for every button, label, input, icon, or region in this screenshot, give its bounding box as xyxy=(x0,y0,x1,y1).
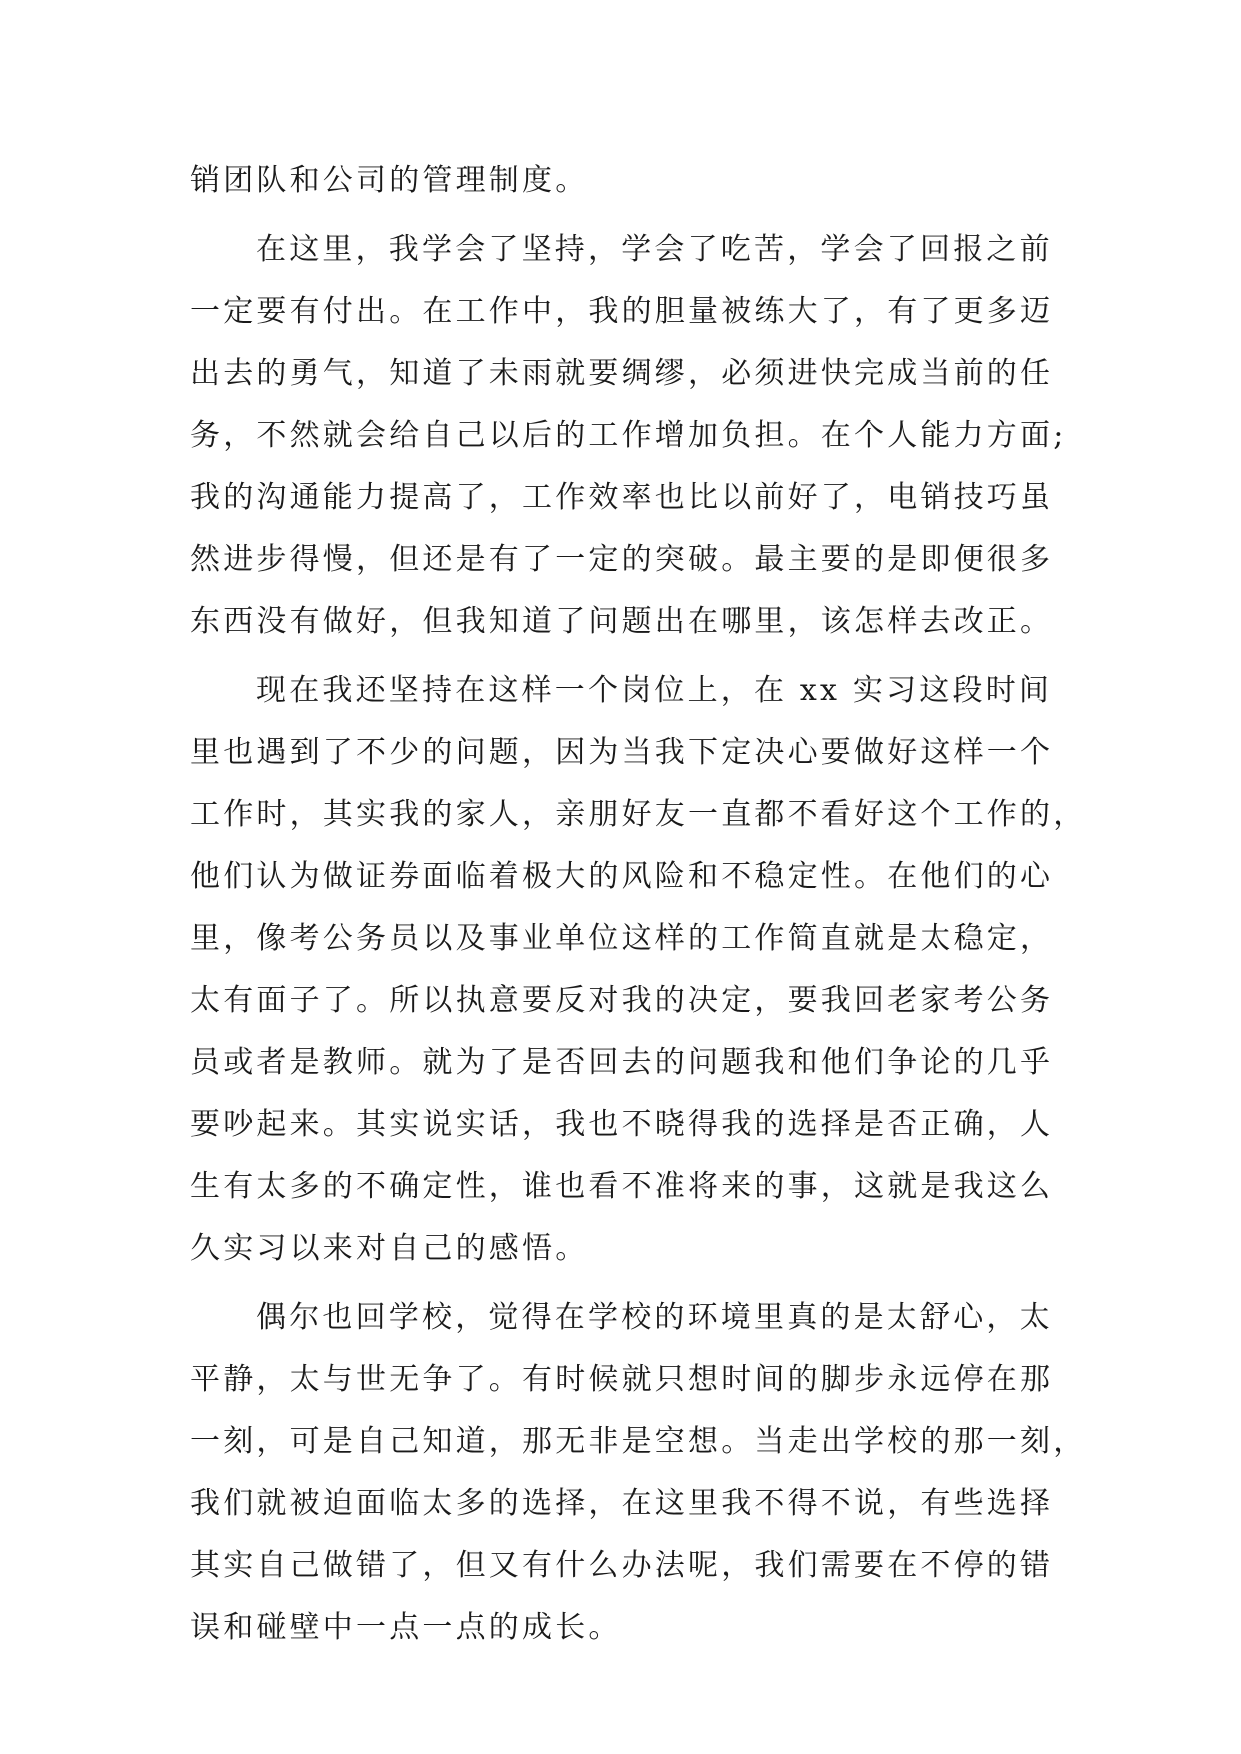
text-line: 偶尔也回学校，觉得在学校的环境里真的是太舒心，太 xyxy=(256,1300,1053,1335)
text-line: 工作时，其实我的家人，亲朋好友一直都不看好这个工作的， xyxy=(190,797,1087,832)
text-line: 销团队和公司的管理制度。 xyxy=(190,163,589,198)
text-line: 务，不然就会给自己以后的工作增加负担。在个人能力方面; xyxy=(190,418,1067,453)
text-line: 要吵起来。其实说实话，我也不晓得我的选择是否正确，人 xyxy=(190,1107,1054,1142)
text-line: 其实自己做错了，但又有什么办法呢，我们需要在不停的错 xyxy=(190,1548,1054,1583)
text-line: 出去的勇气，知道了未雨就要绸缪，必须进快完成当前的任 xyxy=(190,356,1054,391)
paragraph-2 xyxy=(190,219,1067,653)
text-line: 员或者是教师。就为了是否回去的问题我和他们争论的几乎 xyxy=(190,1045,1054,1080)
text-line: 一定要有付出。在工作中，我的胆量被练大了，有了更多迈 xyxy=(190,294,1054,329)
paragraph-1 xyxy=(190,150,1050,212)
text-line: 平静，太与世无争了。有时候就只想时间的脚步永远停在那 xyxy=(190,1362,1054,1397)
text-line: 然进步得慢，但还是有了一定的突破。最主要的是即便很多 xyxy=(190,542,1054,577)
text-line: 现在我还坚持在这样一个岗位上，在 xx 实习这段时间 xyxy=(256,673,1053,708)
text-line: 我的沟通能力提高了，工作效率也比以前好了，电销技巧虽 xyxy=(190,480,1054,515)
text-line: 在这里，我学会了坚持，学会了吃苦，学会了回报之前 xyxy=(256,232,1053,267)
text-line: 我们就被迫面临太多的选择，在这里我不得不说，有些选择 xyxy=(190,1486,1054,1521)
paragraph-4 xyxy=(190,1287,1087,1659)
text-line: 东西没有做好，但我知道了问题出在哪里，该怎样去改正。 xyxy=(190,604,1054,639)
text-line: 一刻，可是自己知道，那无非是空想。当走出学校的那一刻， xyxy=(190,1424,1087,1459)
text-line: 误和碰壁中一点一点的成长。 xyxy=(190,1610,622,1645)
text-line: 久实习以来对自己的感悟。 xyxy=(190,1231,589,1266)
document-body xyxy=(190,150,1087,1659)
text-line: 生有太多的不确定性，谁也看不准将来的事，这就是我这么 xyxy=(190,1169,1054,1204)
text-line: 太有面子了。所以执意要反对我的决定，要我回老家考公务 xyxy=(190,983,1054,1018)
paragraph-3 xyxy=(190,660,1087,1280)
text-line: 他们认为做证券面临着极大的风险和不稳定性。在他们的心 xyxy=(190,859,1054,894)
text-line: 里也遇到了不少的问题，因为当我下定决心要做好这样一个 xyxy=(190,735,1054,770)
text-line: 里，像考公务员以及事业单位这样的工作简直就是太稳定， xyxy=(190,921,1054,956)
